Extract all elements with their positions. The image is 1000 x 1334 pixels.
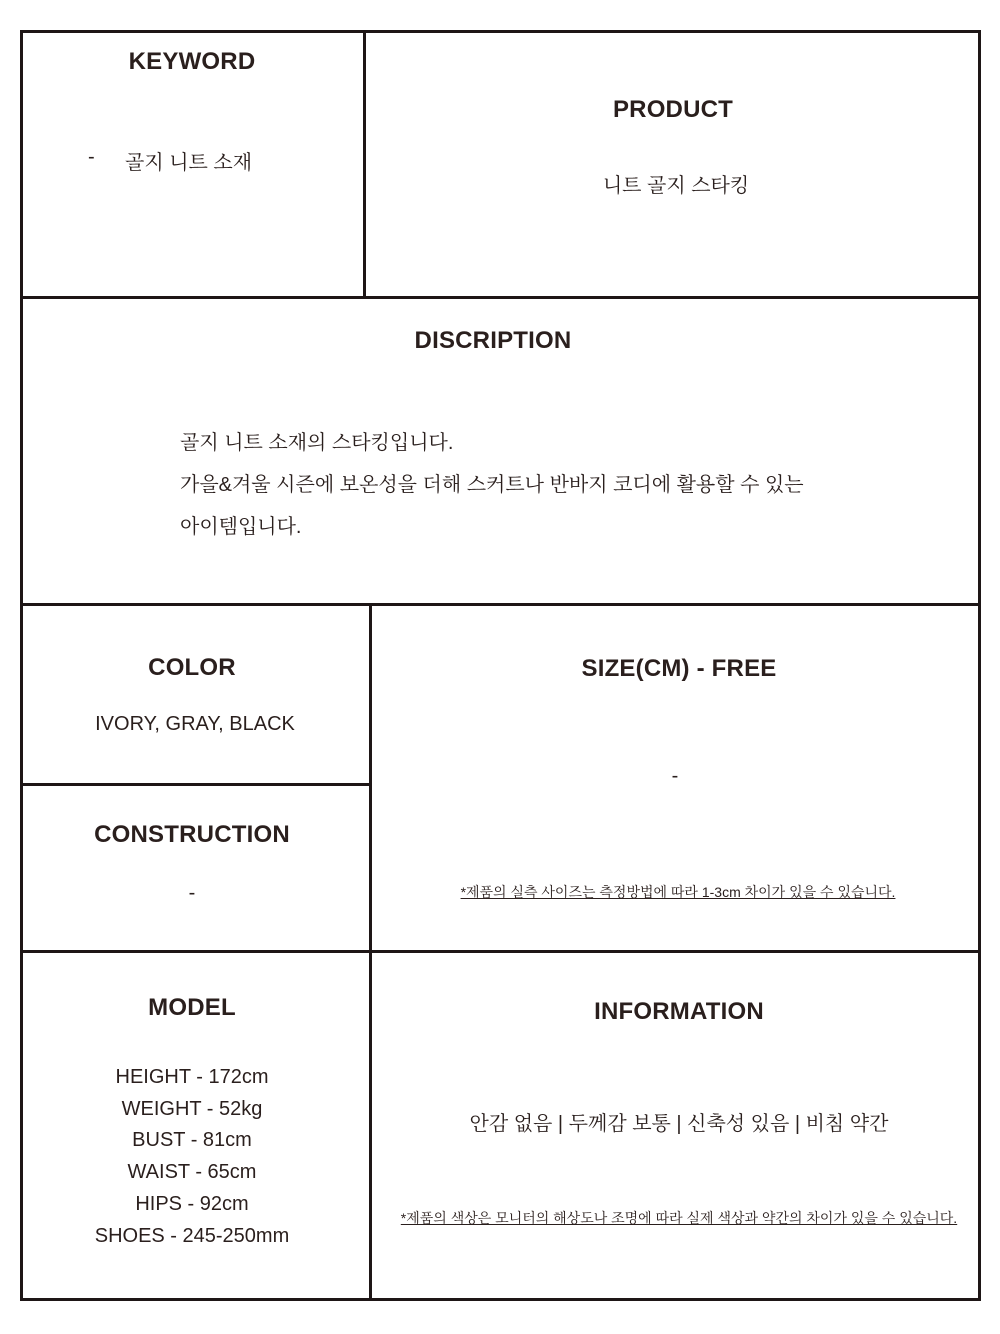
model-title: MODEL [148,994,236,1021]
information-note: *제품의 색상은 모니터의 해상도나 조명에 따라 실제 색상과 약간의 차이가 있을 수 있습니다. [400,1210,958,1226]
divider-middle-bottom [20,950,981,953]
size-title: SIZE(CM) - FREE [581,655,777,682]
divider-description-bottom [20,603,981,606]
description-title: DISCRIPTION [414,327,572,354]
description-line: 가을&겨울 시즌에 보온성을 더해 스커트나 반바지 코디에 활용할 수 있는 [180,474,804,496]
model-bust: BUST - 81cm [132,1129,252,1152]
keyword-title: KEYWORD [128,48,256,75]
size-note: *제품의 실측 사이즈는 측정방법에 따라 1-3cm 차이가 있을 수 있습니다. [460,884,896,900]
keyword-item: 골지 니트 소재 [125,152,253,174]
description-line: 아이템입니다. [180,516,302,538]
divider-color-construction [20,783,372,786]
construction-title: CONSTRUCTION [94,821,290,848]
color-value: IVORY, GRAY, BLACK [95,713,295,735]
model-shoes: SHOES - 245-250mm [94,1224,290,1247]
description-line: 골지 니트 소재의 스타킹입니다. [180,432,454,454]
construction-value: - [188,882,196,904]
model-measurements [20,1062,364,1252]
size-value: - [671,765,679,787]
model-height: HEIGHT - 172cm [115,1066,269,1088]
divider-top-description [20,296,981,299]
model-waist: WAIST - 65cm [127,1161,257,1184]
description-body [180,422,804,548]
product-title: PRODUCT [612,96,734,123]
color-title: COLOR [148,654,236,681]
model-hips: HIPS - 92cm [135,1192,249,1215]
keyword-bullet: - [88,146,95,168]
model-weight: WEIGHT - 52kg [121,1097,263,1120]
information-title: INFORMATION [594,998,764,1025]
product-name: 니트 골지 스타킹 [602,175,750,197]
information-summary: 안감 없음 | 두께감 보통 | 신축성 있음 | 비침 약간 [469,1113,889,1135]
